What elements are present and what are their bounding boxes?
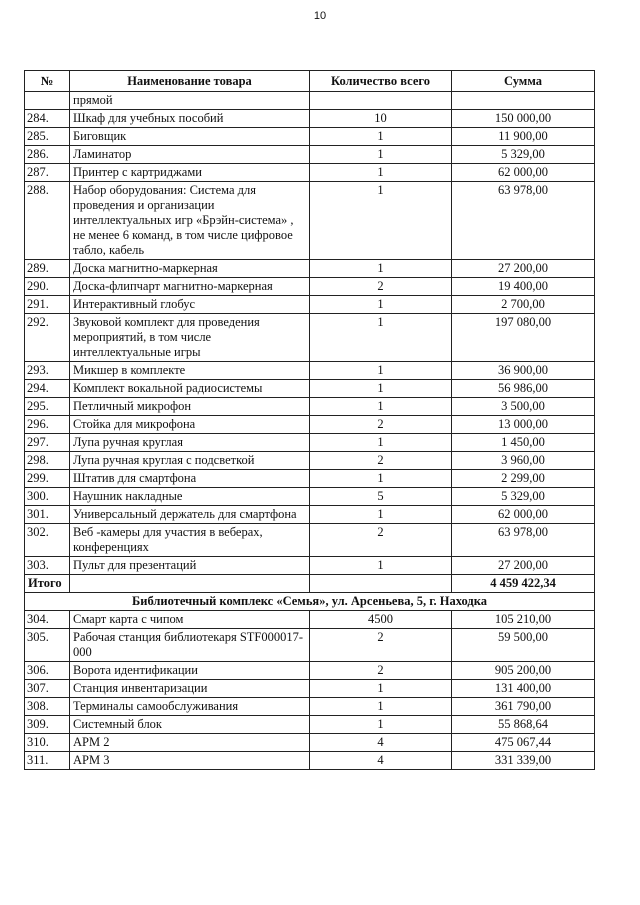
section-row xyxy=(25,593,595,611)
row-sum: 63 978,00 xyxy=(452,524,595,557)
row-item-name: Доска магнитно-маркерная xyxy=(70,260,310,278)
row-sum: 19 400,00 xyxy=(452,278,595,296)
row-quantity: 4500 xyxy=(310,611,452,629)
row-number: 291. xyxy=(25,296,70,314)
row-quantity: 1 xyxy=(310,470,452,488)
table-row xyxy=(25,734,595,752)
row-item-name: Шкаф для учебных пособий xyxy=(70,110,310,128)
row-sum: 63 978,00 xyxy=(452,182,595,260)
row-number: 299. xyxy=(25,470,70,488)
row-quantity: 1 xyxy=(310,716,452,734)
row-number: 302. xyxy=(25,524,70,557)
row-item-name: Системный блок xyxy=(70,716,310,734)
table-row xyxy=(25,557,595,575)
total-sum: 4 459 422,34 xyxy=(452,575,595,593)
row-quantity: 2 xyxy=(310,452,452,470)
row-number: 297. xyxy=(25,434,70,452)
row-quantity: 1 xyxy=(310,146,452,164)
continuation-row xyxy=(25,92,595,110)
row-quantity: 1 xyxy=(310,680,452,698)
table-row xyxy=(25,146,595,164)
row-number: 311. xyxy=(25,752,70,770)
row-number: 310. xyxy=(25,734,70,752)
row-sum: 131 400,00 xyxy=(452,680,595,698)
table-row xyxy=(25,470,595,488)
row-sum: 62 000,00 xyxy=(452,506,595,524)
table-row xyxy=(25,611,595,629)
row-sum: 5 329,00 xyxy=(452,488,595,506)
row-number: 292. xyxy=(25,314,70,362)
row-quantity: 2 xyxy=(310,278,452,296)
row-item-name: Петличный микрофон xyxy=(70,398,310,416)
table-row xyxy=(25,128,595,146)
row-sum: 3 960,00 xyxy=(452,452,595,470)
row-sum: 13 000,00 xyxy=(452,416,595,434)
header-item-name: Наименование товара xyxy=(70,71,310,92)
row-quantity: 1 xyxy=(310,698,452,716)
row-sum: 5 329,00 xyxy=(452,146,595,164)
row-number: 296. xyxy=(25,416,70,434)
row-number: 284. xyxy=(25,110,70,128)
table-row xyxy=(25,506,595,524)
row-item-name: Комплект вокальной радиосистемы xyxy=(70,380,310,398)
row-number: 285. xyxy=(25,128,70,146)
row-quantity: 1 xyxy=(310,296,452,314)
row-sum: 3 500,00 xyxy=(452,398,595,416)
row-item-name: Лупа ручная круглая с подсветкой xyxy=(70,452,310,470)
row-item-name: Микшер в комплекте xyxy=(70,362,310,380)
header-sum: Сумма xyxy=(452,71,595,92)
section-title: Библиотечный комплекс «Семья», ул. Арсеньева, 5, г. Находка xyxy=(25,593,595,611)
row-number: 305. xyxy=(25,629,70,662)
row-item-name: Набор оборудования: Система для проведения и организации интеллектуальных игр «Брэйн-система» , не менее 6 команд, в том числе цифровое табло, кабель xyxy=(70,182,310,260)
table-row xyxy=(25,524,595,557)
row-sum: 361 790,00 xyxy=(452,698,595,716)
row-quantity: 1 xyxy=(310,506,452,524)
table-row xyxy=(25,416,595,434)
table-row xyxy=(25,380,595,398)
row-quantity: 1 xyxy=(310,314,452,362)
row-item-name: Пульт для презентаций xyxy=(70,557,310,575)
row-sum: 27 200,00 xyxy=(452,260,595,278)
row-item-name: Биговщик xyxy=(70,128,310,146)
row-sum: 55 868,64 xyxy=(452,716,595,734)
table-row xyxy=(25,698,595,716)
row-quantity: 1 xyxy=(310,398,452,416)
row-item-name: Доска-флипчарт магнитно-маркерная xyxy=(70,278,310,296)
row-number: 289. xyxy=(25,260,70,278)
row-item-name: Универсальный держатель для смартфона xyxy=(70,506,310,524)
row-number: 288. xyxy=(25,182,70,260)
row-quantity: 1 xyxy=(310,434,452,452)
table-row xyxy=(25,716,595,734)
table-row xyxy=(25,398,595,416)
table-row xyxy=(25,452,595,470)
row-number: 301. xyxy=(25,506,70,524)
row-quantity: 1 xyxy=(310,362,452,380)
row-number: 300. xyxy=(25,488,70,506)
row-number: 286. xyxy=(25,146,70,164)
row-number: 306. xyxy=(25,662,70,680)
row-number: 287. xyxy=(25,164,70,182)
row-sum: 56 986,00 xyxy=(452,380,595,398)
table-row xyxy=(25,488,595,506)
table-row xyxy=(25,629,595,662)
row-item-name: АРМ 2 xyxy=(70,734,310,752)
page-number: 10 xyxy=(313,10,327,22)
row-item-name: Веб -камеры для участия в веберах, конференциях xyxy=(70,524,310,557)
row-quantity: 4 xyxy=(310,734,452,752)
row-sum: 59 500,00 xyxy=(452,629,595,662)
row-item-name: Станция инвентаризации xyxy=(70,680,310,698)
row-sum: 905 200,00 xyxy=(452,662,595,680)
table-row xyxy=(25,182,595,260)
row-number: 290. xyxy=(25,278,70,296)
row-item-name: Ворота идентификации xyxy=(70,662,310,680)
row-number: 303. xyxy=(25,557,70,575)
row-number: 309. xyxy=(25,716,70,734)
row-number: 307. xyxy=(25,680,70,698)
row-item-name: Ламинатор xyxy=(70,146,310,164)
row-quantity: 1 xyxy=(310,128,452,146)
row-sum: 2 700,00 xyxy=(452,296,595,314)
row-item-name: Штатив для смартфона xyxy=(70,470,310,488)
row-sum: 2 299,00 xyxy=(452,470,595,488)
row-item-name: Наушник накладные xyxy=(70,488,310,506)
row-quantity: 4 xyxy=(310,752,452,770)
header-quantity: Количество всего xyxy=(310,71,452,92)
row-number: 293. xyxy=(25,362,70,380)
table-row xyxy=(25,296,595,314)
table-row xyxy=(25,314,595,362)
row-quantity: 2 xyxy=(310,662,452,680)
table-row xyxy=(25,260,595,278)
row-sum: 475 067,44 xyxy=(452,734,595,752)
row-number: 308. xyxy=(25,698,70,716)
table-row xyxy=(25,110,595,128)
row-item-name: Лупа ручная круглая xyxy=(70,434,310,452)
row-sum: 1 450,00 xyxy=(452,434,595,452)
row-item-name: Стойка для микрофона xyxy=(70,416,310,434)
row-number: 304. xyxy=(25,611,70,629)
row-number: 295. xyxy=(25,398,70,416)
row-number: 298. xyxy=(25,452,70,470)
row-sum: 150 000,00 xyxy=(452,110,595,128)
table-row xyxy=(25,680,595,698)
goods-table xyxy=(24,70,595,770)
row-number: 294. xyxy=(25,380,70,398)
row-quantity: 1 xyxy=(310,182,452,260)
header-number: № xyxy=(25,71,70,92)
row-item-name: Рабочая станция библиотекаря STF000017-000 xyxy=(70,629,310,662)
row-quantity: 5 xyxy=(310,488,452,506)
row-sum: 11 900,00 xyxy=(452,128,595,146)
row-sum: 62 000,00 xyxy=(452,164,595,182)
row-quantity: 1 xyxy=(310,380,452,398)
table-row xyxy=(25,662,595,680)
table-row xyxy=(25,278,595,296)
row-quantity: 1 xyxy=(310,557,452,575)
row-sum: 105 210,00 xyxy=(452,611,595,629)
table-row xyxy=(25,164,595,182)
row-item-name: Терминалы самообслуживания xyxy=(70,698,310,716)
row-quantity: 2 xyxy=(310,416,452,434)
table-row xyxy=(25,752,595,770)
table-row xyxy=(25,434,595,452)
row-sum: 197 080,00 xyxy=(452,314,595,362)
row-item-name: Смарт карта с чипом xyxy=(70,611,310,629)
row-quantity: 2 xyxy=(310,629,452,662)
table-row xyxy=(25,362,595,380)
row-item-name: Звуковой комплект для проведения мероприятий, в том числе интеллектуальные игры xyxy=(70,314,310,362)
row-item-name: Принтер с картриджами xyxy=(70,164,310,182)
row-quantity: 1 xyxy=(310,164,452,182)
total-row xyxy=(25,575,595,593)
table-header-row xyxy=(25,71,595,92)
row-quantity: 2 xyxy=(310,524,452,557)
row-item-name: АРМ 3 xyxy=(70,752,310,770)
row-sum: 36 900,00 xyxy=(452,362,595,380)
row-quantity: 1 xyxy=(310,260,452,278)
row-quantity: 10 xyxy=(310,110,452,128)
row-item-name: Интерактивный глобус xyxy=(70,296,310,314)
total-label: Итого xyxy=(25,575,70,593)
row-sum: 27 200,00 xyxy=(452,557,595,575)
row-sum: 331 339,00 xyxy=(452,752,595,770)
continuation-text: прямой xyxy=(70,92,310,110)
